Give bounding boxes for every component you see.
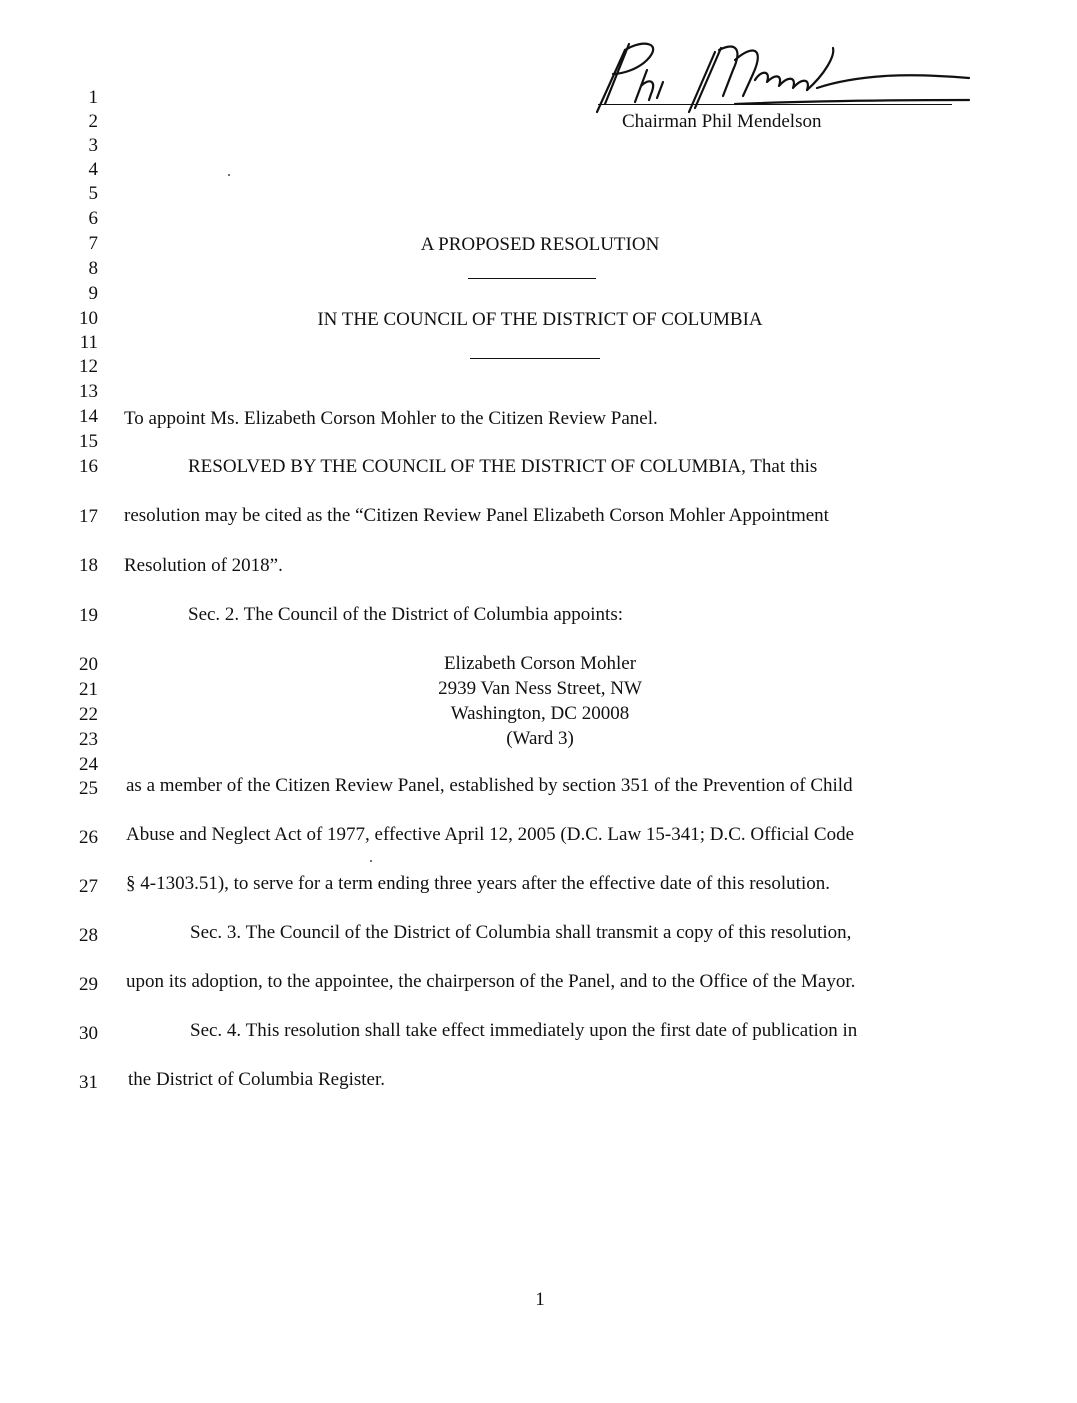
line-number: 3 bbox=[88, 135, 98, 156]
line-number: 22 bbox=[79, 704, 98, 725]
line-number: 18 bbox=[79, 555, 98, 576]
signature-line bbox=[598, 104, 952, 105]
line-number: 12 bbox=[79, 356, 98, 377]
line-number: 13 bbox=[79, 381, 98, 402]
resolution-summary: To appoint Ms. Elizabeth Corson Mohler to the Citizen Review Panel. bbox=[124, 408, 658, 429]
line-number: 15 bbox=[79, 431, 98, 452]
line-number: 21 bbox=[79, 679, 98, 700]
line-number: 8 bbox=[88, 258, 98, 279]
document-title: A PROPOSED RESOLUTION bbox=[420, 234, 660, 255]
appointee-city: Washington, DC 20008 bbox=[450, 703, 630, 724]
section-2-heading: Sec. 2. The Council of the District of Columbia appoints: bbox=[188, 604, 624, 625]
line-number: 5 bbox=[88, 183, 98, 204]
scan-speck bbox=[370, 860, 372, 862]
line-number: 6 bbox=[88, 208, 98, 229]
line-number: 26 bbox=[79, 827, 98, 848]
line-number: 2 bbox=[88, 111, 98, 132]
line-number: 24 bbox=[79, 754, 98, 775]
line-number: 9 bbox=[88, 283, 98, 304]
line-number: 31 bbox=[79, 1072, 98, 1093]
line-number: 25 bbox=[79, 778, 98, 799]
citation-clause-end: Resolution of 2018”. bbox=[124, 555, 283, 576]
line-number: 14 bbox=[79, 406, 98, 427]
signature-caption: Chairman Phil Mendelson bbox=[622, 111, 822, 132]
line-number: 17 bbox=[79, 506, 98, 527]
line-number: 23 bbox=[79, 729, 98, 750]
resolved-clause: RESOLVED BY THE COUNCIL OF THE DISTRICT OF COLUMBIA, That this bbox=[188, 456, 818, 477]
section-4-body: the District of Columbia Register. bbox=[128, 1069, 385, 1090]
line-number: 29 bbox=[79, 974, 98, 995]
section-2-body: § 4-1303.51), to serve for a term ending three years after the effective date of this resolution. bbox=[126, 873, 830, 894]
section-3-heading: Sec. 3. The Council of the District of Columbia shall transmit a copy of this resolution, bbox=[190, 922, 852, 943]
line-number: 28 bbox=[79, 925, 98, 946]
line-number: 16 bbox=[79, 456, 98, 477]
appointee-ward: (Ward 3) bbox=[506, 728, 574, 749]
line-number: 1 bbox=[88, 87, 98, 108]
line-number: 30 bbox=[79, 1023, 98, 1044]
section-2-body: as a member of the Citizen Review Panel, established by section 351 of the Prevention of Child bbox=[126, 775, 853, 796]
line-number: 4 bbox=[88, 159, 98, 180]
line-number: 7 bbox=[88, 233, 98, 254]
line-number: 27 bbox=[79, 876, 98, 897]
line-number: 10 bbox=[79, 308, 98, 329]
appointee-name: Elizabeth Corson Mohler bbox=[443, 653, 637, 674]
title-rule bbox=[468, 278, 596, 279]
section-2-body: Abuse and Neglect Act of 1977, effective April 12, 2005 (D.C. Law 15-341; D.C. Official Code bbox=[126, 824, 855, 845]
page-number: 1 bbox=[535, 1289, 545, 1310]
section-3-body: upon its adoption, to the appointee, the chairperson of the Panel, and to the Office of the Mayor. bbox=[126, 971, 856, 992]
legislative-body: IN THE COUNCIL OF THE DISTRICT OF COLUMBIA bbox=[317, 309, 763, 330]
line-number: 19 bbox=[79, 605, 98, 626]
citation-clause: resolution may be cited as the “Citizen Review Panel Elizabeth Corson Mohler Appointment bbox=[124, 505, 829, 526]
line-number: 20 bbox=[79, 654, 98, 675]
scan-speck bbox=[228, 174, 230, 176]
body-rule bbox=[470, 358, 600, 359]
appointee-street: 2939 Van Ness Street, NW bbox=[438, 678, 642, 699]
line-number: 11 bbox=[79, 332, 98, 353]
section-4-heading: Sec. 4. This resolution shall take effect immediately upon the first date of publication in bbox=[190, 1020, 858, 1041]
